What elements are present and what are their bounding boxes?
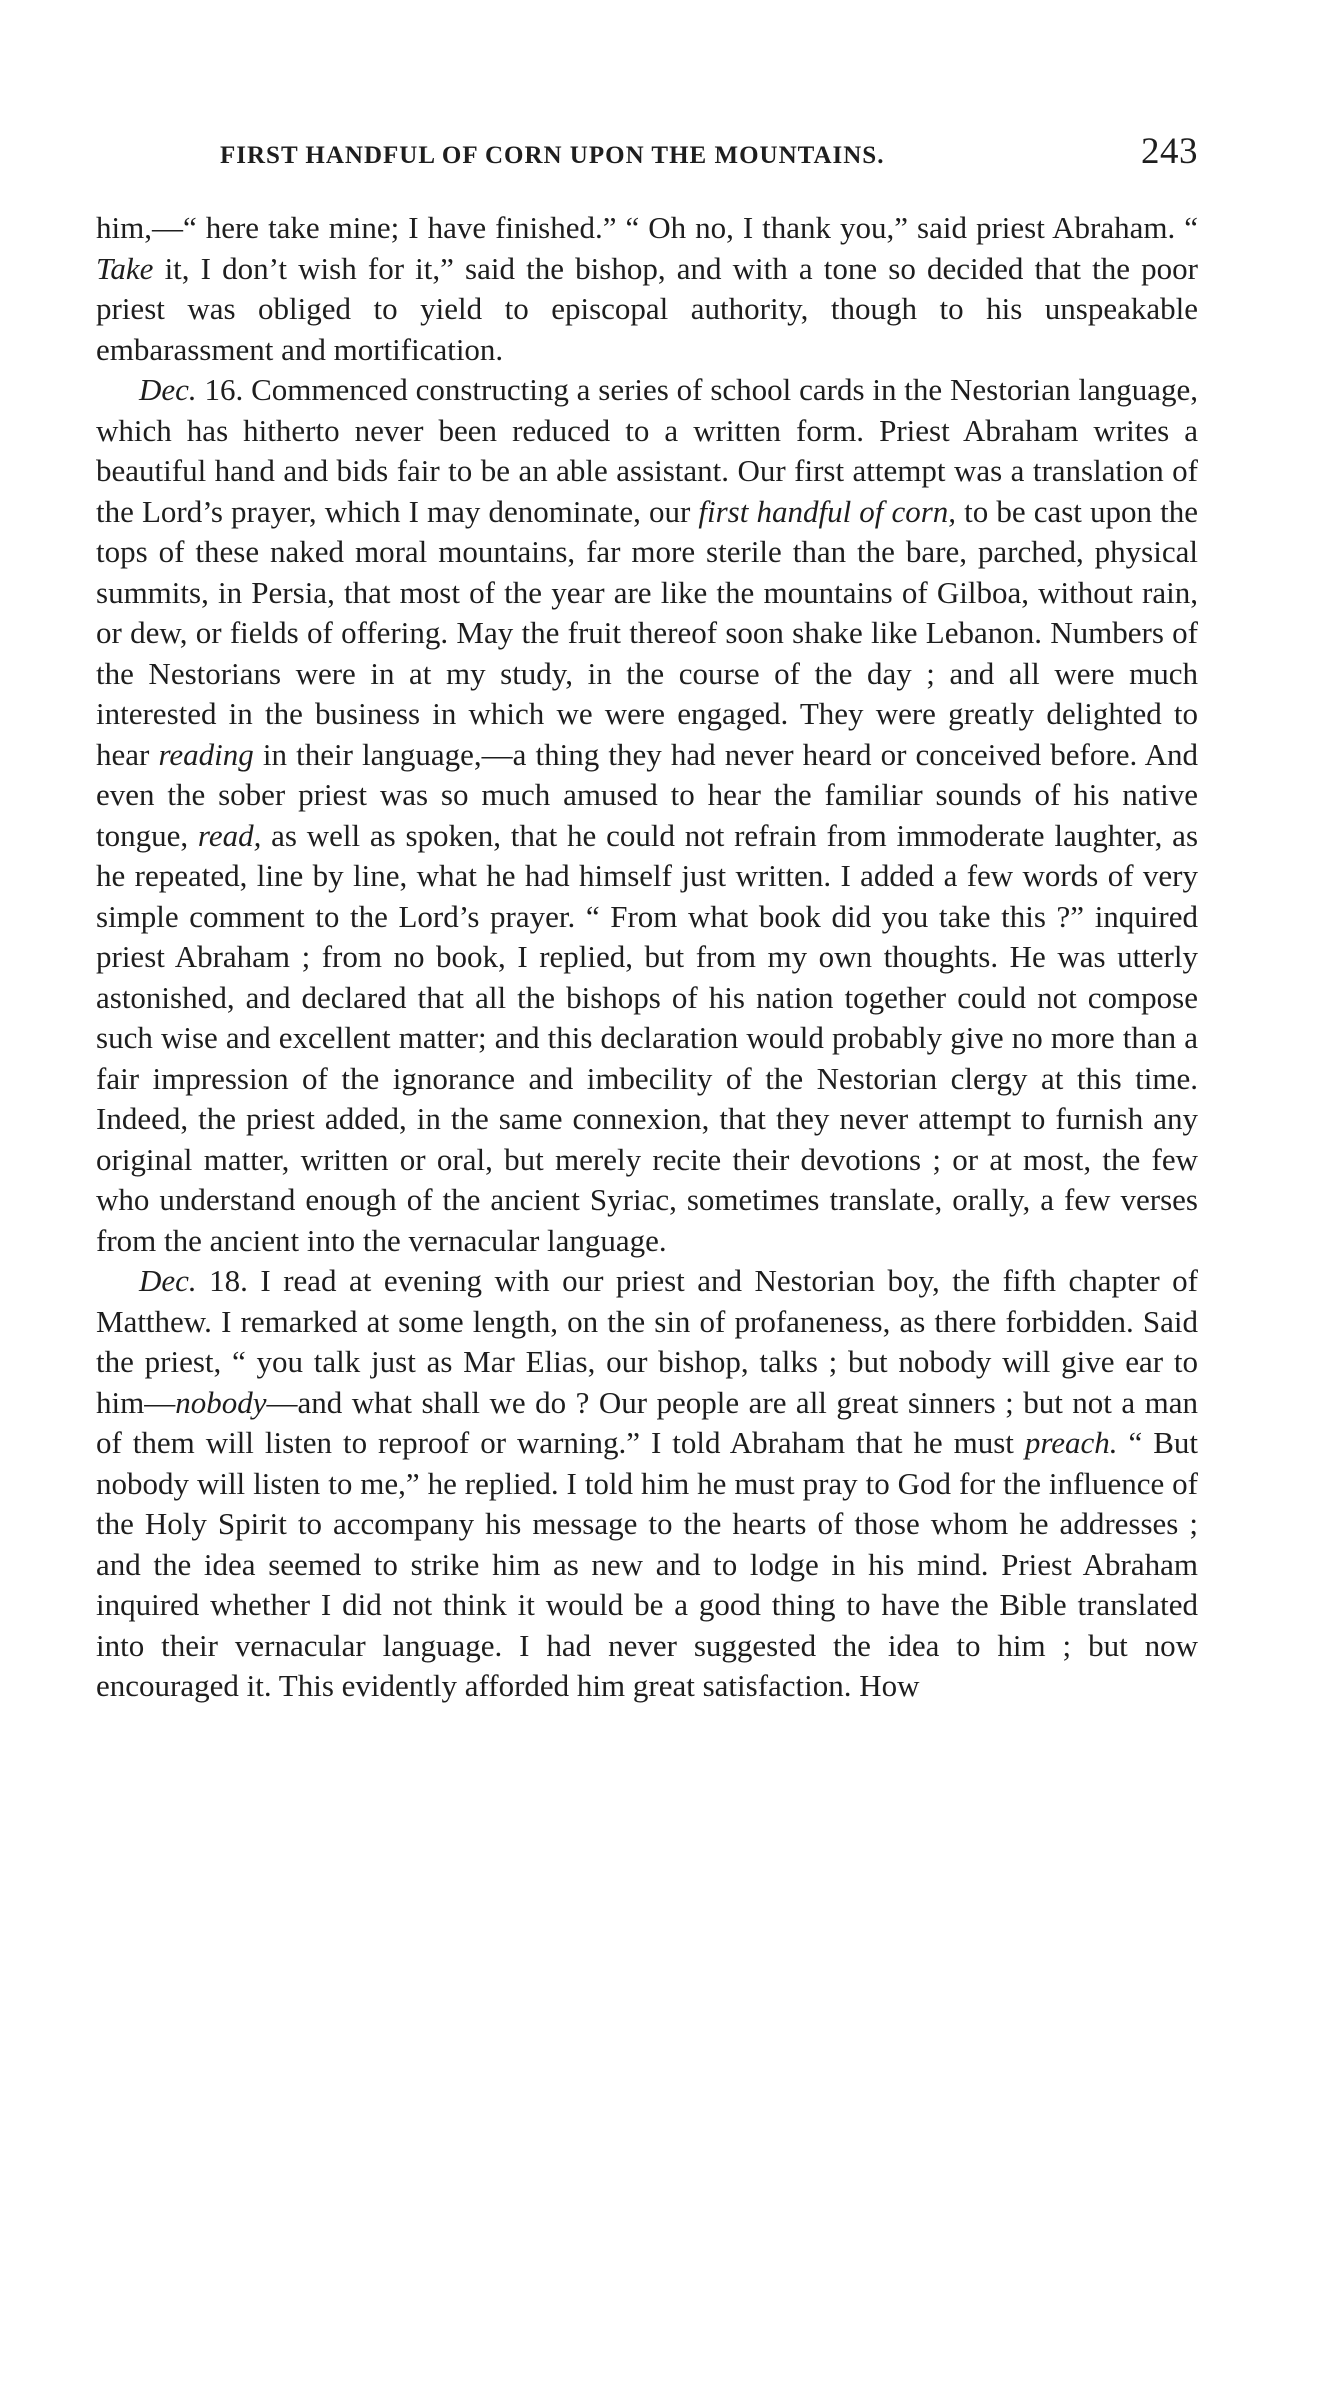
body-text <box>96 208 1198 1707</box>
entry-date: Dec. <box>139 1263 197 1298</box>
italic-run: read, <box>197 817 262 853</box>
text-run: 16. Commenced constructing a series of school cards in the Nestorian language, which has hitherto never been reduced to a written form. Priest Abraham writes a beautiful hand and bids fair to be an able assistant. Our first attempt was a translation of the Lord’s prayer, which I may denominate, our <box>96 372 1198 529</box>
italic-run: nobody <box>175 1384 267 1420</box>
italic-run: preach. <box>1024 1425 1118 1460</box>
page-number: 243 <box>1141 131 1198 172</box>
italic-run: first handful of corn, <box>698 493 957 529</box>
italic-run: reading <box>158 736 254 772</box>
paragraph-dec-18 <box>96 1261 1198 1707</box>
entry-date: Dec. <box>139 372 197 407</box>
running-head <box>96 130 1198 180</box>
paragraph-1 <box>96 208 1198 370</box>
text-run: “ But nobody will listen to me,” he replied. I told him he must pray to God for the influence of the Holy Spirit to accompany his message to the hearts of those whom he addresses ; and the idea seemed to strike him as new and to lodge in his mind. Priest Abraham inquired whether I did not think it would be a good thing to have the Bible translated into their vernacular language. I had never suggested the idea to him ; but now encouraged it. This evidently afforded him great satisfaction. How <box>96 1425 1198 1703</box>
book-page <box>96 130 1198 1707</box>
italic-run: Take <box>96 250 154 286</box>
text-run: to be cast upon the tops of these naked moral mountains, far more sterile than the bare, parched, physical summits, in Persia, that most of the year are like the mountains of Gilboa, without rain, or dew, or fields of offering. May the fruit thereof soon shake like Lebanon. Numbers of the Nestorians were in at my study, in the course of the day ; and all were much interested in the business in which we were engaged. They were greatly delighted to hear <box>96 493 1198 772</box>
text-run: it, I don’t wish for it,” said the bishop, and with a tone so decided that the poor priest was obliged to yield to episcopal authority, though to his unspeakable embarassment and mortification. <box>96 250 1198 367</box>
text-run: as well as spoken, that he could not refrain from immoderate laughter, as he repeated, line by line, what he had himself just written. I added a few words of very simple comment to the Lord’s prayer. “ From what book did you take this ?” inquired priest Abraham ; from no book, I replied, but from my own thoughts. He was utterly astonished, and declared that all the bishops of his nation together could not compose such wise and excellent matter; and this declaration would probably give no more than a fair impression of the ignorance and imbecility of the Nestorian clergy at this time. Indeed, the priest added, in the same connexion, that they never attempt to furnish any original matter, written or oral, but merely recite their devotions ; or at most, the few who understand enough of the ancient Syriac, sometimes translate, orally, a few verses from the ancient into the vernacular language. <box>96 817 1199 1258</box>
text-run: 18. I read at evening with our priest and Nestorian boy, the fifth chapter of Matthew. I remarked at some length, on the sin of profaneness, as there forbidden. Said the priest, “ you talk just as Mar Elias, our bishop, talks ; but nobody will give ear to him— <box>96 1263 1198 1420</box>
text-run: in their language,—a thing they had never heard or conceived before. And even the sober priest was so much amused to hear the familiar sounds of his native tongue, <box>96 736 1198 853</box>
text-run: —and what shall we do ? Our people are all great sinners ; but not a man of them will listen to reproof or warning.” I told Abraham that he must <box>96 1384 1198 1460</box>
text-run: him,—“ here take mine; I have finished.” “ Oh no, I thank you,” said priest Abraham. “ <box>96 210 1198 245</box>
running-title: FIRST HANDFUL OF CORN UPON THE MOUNTAINS. <box>220 142 885 169</box>
paragraph-dec-16 <box>96 370 1198 1261</box>
